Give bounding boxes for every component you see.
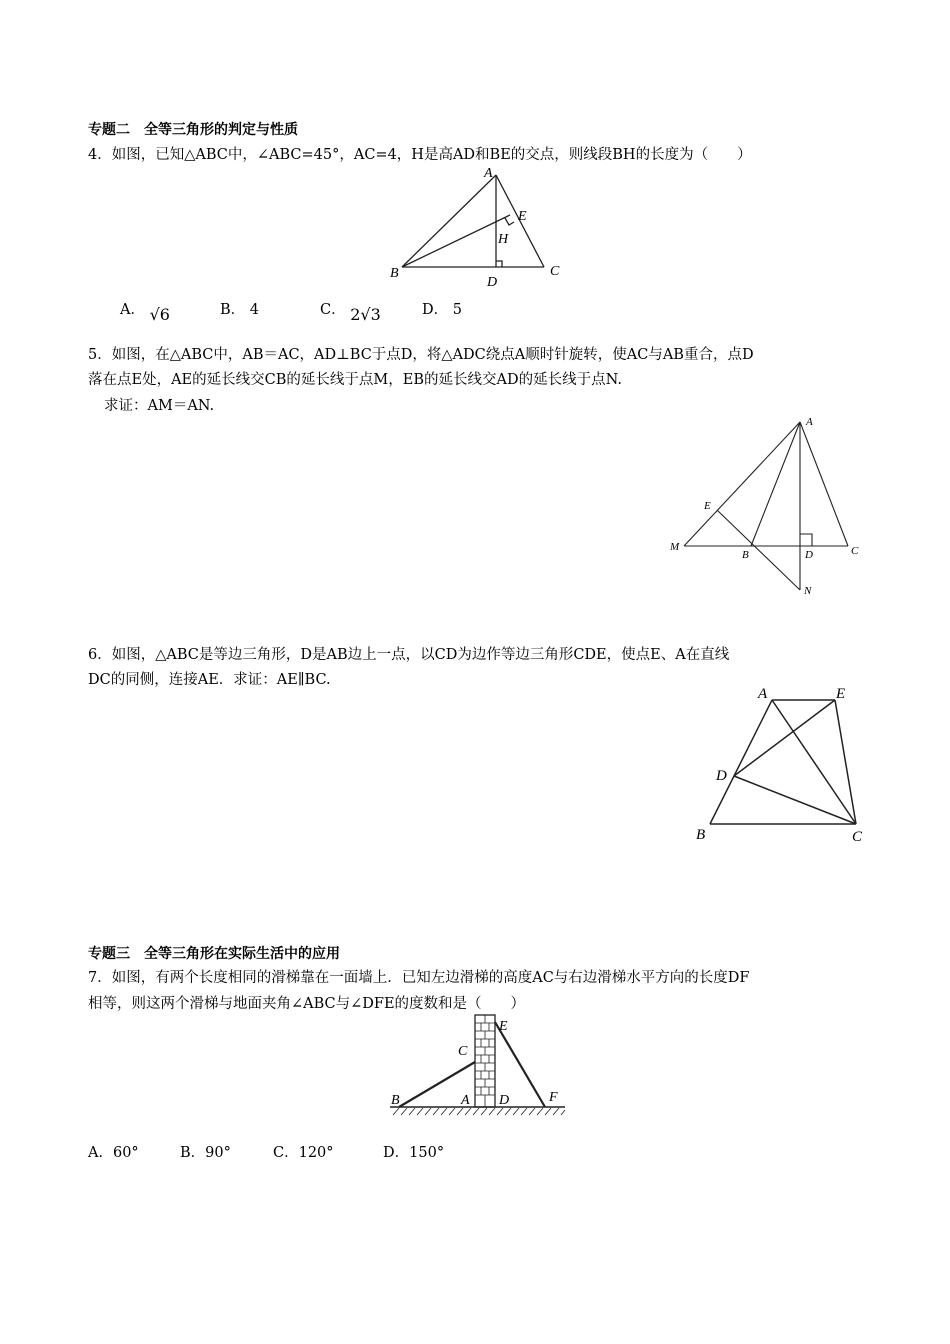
- q4-label-C: C: [550, 264, 560, 279]
- q7-option-c-value: 120°: [298, 1145, 334, 1161]
- q7-option-c: [273, 1141, 334, 1162]
- q7-option-a: [88, 1141, 139, 1162]
- q4-option-a-value: √6: [149, 305, 170, 324]
- q7-label-A: A: [461, 1093, 470, 1108]
- q4-option-d-letter: D．: [422, 302, 449, 318]
- q5-label-A: A: [806, 416, 813, 428]
- q4-option-a: [120, 298, 170, 324]
- q5-label-B: B: [742, 549, 749, 561]
- q7-line1: 7．如图，有两个长度相同的滑梯靠在一面墙上．已知左边滑梯的高度AC与右边滑梯水平方向的长度DF: [88, 970, 750, 986]
- q4-option-c-value: 2√3: [350, 305, 381, 324]
- q7-option-b-value: 90°: [205, 1145, 231, 1161]
- q6-line2: DC的同侧，连接AE．求证：AE∥BC.: [88, 672, 331, 688]
- q7-option-d-value: 150°: [409, 1145, 445, 1161]
- q7-line2: 相等，则这两个滑梯与地面夹角∠ABC与∠DFE的度数和是（ ）: [88, 996, 526, 1012]
- q7-label-E: E: [499, 1019, 508, 1034]
- q4-label-A: A: [484, 166, 493, 181]
- q5-line2: 落在点E处，AE的延长线交CB的延长线于点M，EB的延长线交AD的延长线于点N.: [88, 372, 622, 388]
- q6-label-A: A: [758, 686, 768, 702]
- q4-option-c-letter: C．: [320, 302, 346, 318]
- q5-label-N: N: [804, 585, 812, 597]
- q6-label-D: D: [716, 768, 727, 784]
- q7-option-d-letter: D．: [383, 1145, 410, 1161]
- q4-option-b-letter: B．: [220, 302, 246, 318]
- q4-option-d: [422, 298, 462, 319]
- section2-title: 专题二 全等三角形的判定与性质: [88, 122, 298, 138]
- q6-label-C: C: [852, 829, 863, 845]
- q5-line3: 求证：AM＝AN.: [104, 398, 215, 414]
- q7-label-D: D: [499, 1093, 510, 1108]
- q7-figure: [385, 1010, 595, 1125]
- q4-label-H: H: [498, 232, 509, 247]
- section3-title: 专题三 全等三角形在实际生活中的应用: [88, 946, 340, 962]
- q5-label-E: E: [704, 500, 711, 512]
- q7-option-c-letter: C．: [273, 1145, 299, 1161]
- q7-label-F: F: [549, 1090, 558, 1105]
- q7-option-a-value: 60°: [112, 1145, 139, 1161]
- q5-label-D: D: [805, 549, 813, 561]
- q4-label-D: D: [487, 275, 498, 290]
- q7-option-b-letter: B．: [180, 1145, 206, 1161]
- q7-option-d: [383, 1141, 444, 1162]
- q7-option-a-letter: A．: [88, 1145, 113, 1161]
- q5-label-C: C: [851, 545, 859, 557]
- q6-line1: 6．如图，△ABC是等边三角形，D是AB边上一点，以CD为边作等边三角形CDE，使点E、A在直线: [88, 647, 730, 663]
- q4-option-d-value: 5: [452, 302, 462, 318]
- q6-label-E: E: [836, 686, 846, 702]
- q4-option-c: [320, 298, 381, 324]
- q7-label-C: C: [458, 1044, 468, 1059]
- q4-text: 4．如图，已知△ABC中，∠ABC=45°，AC=4，H是高AD和BE的交点，则线段BH的长度为（ ）: [88, 147, 752, 163]
- q4-option-a-letter: A．: [120, 302, 145, 318]
- q5-label-M: M: [670, 541, 680, 553]
- q6-label-B: B: [696, 827, 706, 843]
- q4-option-b: [220, 298, 259, 319]
- q5-line1: 5．如图，在△ABC中，AB＝AC，AD⊥BC于点D，将△ADC绕点A顺时针旋转，使AC与AB重合，点D: [88, 347, 754, 363]
- q7-label-B: B: [391, 1093, 400, 1108]
- q4-figure: [380, 165, 580, 290]
- q6-figure: [690, 682, 880, 847]
- q4-option-b-value: 4: [249, 302, 259, 318]
- q5-figure: [660, 412, 870, 602]
- q4-label-E: E: [518, 209, 527, 224]
- q7-option-b: [180, 1141, 231, 1162]
- q4-label-B: B: [390, 266, 399, 281]
